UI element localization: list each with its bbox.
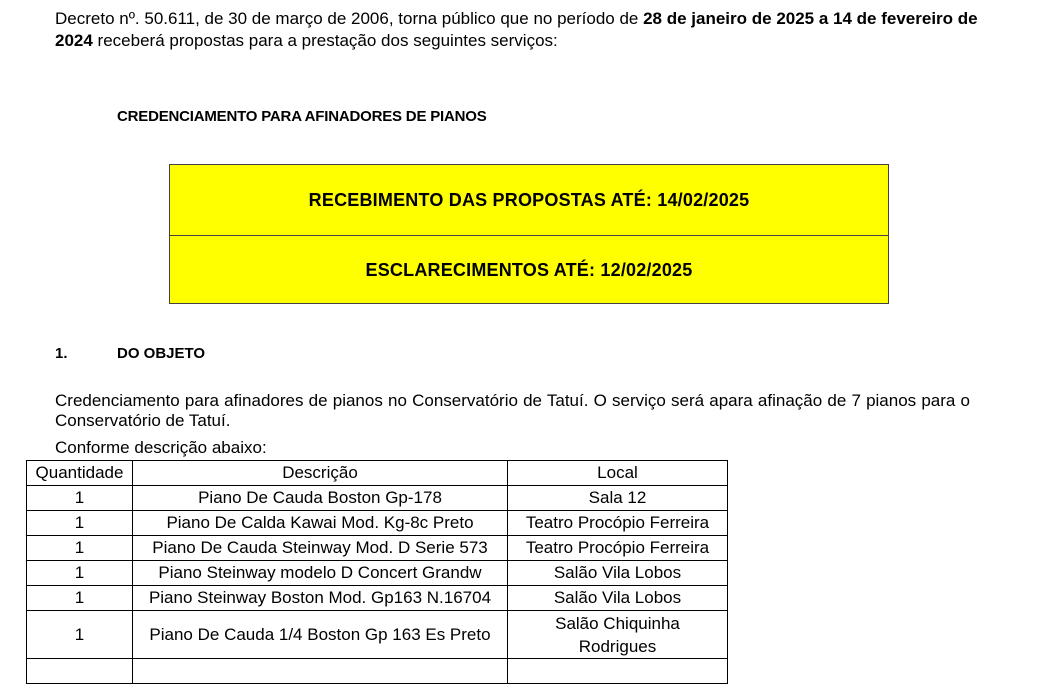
table-row-partial (27, 659, 728, 684)
table-row (27, 611, 728, 659)
cell-description: Piano Steinway modelo D Concert Grandw (133, 561, 508, 586)
cell-description: Piano De Cauda Steinway Mod. D Serie 573 (133, 536, 508, 561)
intro-paragraph (55, 8, 985, 52)
table-header-row (27, 461, 728, 486)
table-row (27, 561, 728, 586)
cell-location: Teatro Procópio Ferreira (508, 511, 728, 536)
cell-quantity: 1 (27, 586, 133, 611)
object-paragraph: Credenciamento para afinadores de pianos no Conservatório de Tatuí. O serviço será apara afinação de 7 pianos para o Conservatório de Tatuí. (55, 391, 970, 430)
location-line-2: Rodrigues (578, 636, 657, 656)
cell-location: Teatro Procópio Ferreira (508, 536, 728, 561)
cell-quantity: 1 (27, 536, 133, 561)
pianos-table (26, 460, 728, 684)
intro-text-start: Decreto nº. 50.611, de 30 de março de 2006, torna público que no período de (55, 9, 644, 28)
document-heading: CREDENCIAMENTO PARA AFINADORES DE PIANOS (117, 108, 487, 125)
cell-quantity: 1 (27, 611, 133, 659)
intro-period-dates: 28 de janeiro de 2025 a 14 de fevereiro de 2024 (55, 9, 978, 50)
cell-description: Piano De Cauda Boston Gp-178 (133, 486, 508, 511)
section-number: 1. (55, 345, 68, 362)
cell-description: Piano De Cauda 1/4 Boston Gp 163 Es Preto (133, 611, 508, 659)
intro-text-end: receberá propostas para a prestação dos seguintes serviços: (92, 31, 558, 50)
cell-location: Sala 12 (508, 486, 728, 511)
object-paragraph-last-line: Conforme descrição abaixo: (55, 438, 267, 457)
deadlines-box (169, 164, 889, 304)
cell-location: Salão Vila Lobos (508, 561, 728, 586)
table-row (27, 486, 728, 511)
cell-location (508, 611, 728, 659)
table-row (27, 586, 728, 611)
header-description: Descrição (133, 461, 508, 486)
cell-quantity: 1 (27, 561, 133, 586)
table-row (27, 536, 728, 561)
table-row (27, 511, 728, 536)
location-line-1: Salão Chiquinha (555, 613, 680, 633)
cell-description: Piano De Calda Kawai Mod. Kg-8c Preto (133, 511, 508, 536)
cell-description: Piano Steinway Boston Mod. Gp163 N.16704 (133, 586, 508, 611)
cell-location: Salão Vila Lobos (508, 586, 728, 611)
section-title: DO OBJETO (117, 345, 206, 362)
clarifications-deadline: ESCLARECIMENTOS ATÉ: 12/02/2025 (170, 235, 888, 305)
cell-quantity: 1 (27, 511, 133, 536)
header-location: Local (508, 461, 728, 486)
header-quantity: Quantidade (27, 461, 133, 486)
proposals-deadline: RECEBIMENTO DAS PROPOSTAS ATÉ: 14/02/2025 (308, 189, 750, 210)
cell-quantity: 1 (27, 486, 133, 511)
